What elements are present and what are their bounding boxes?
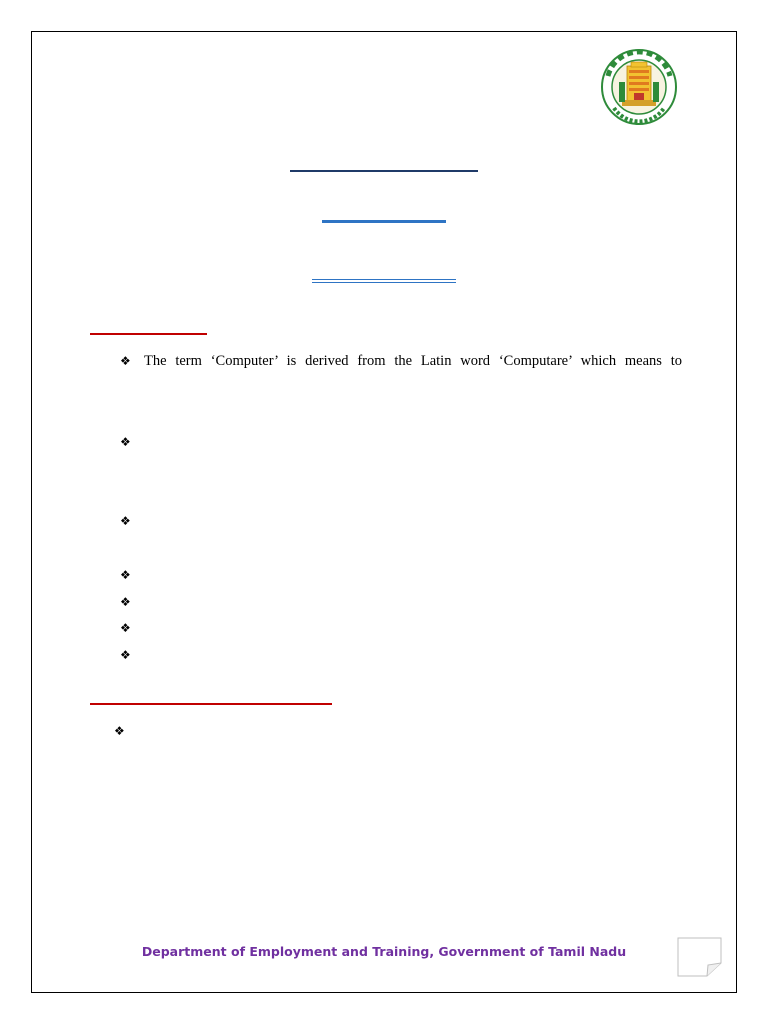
heading-underline-1 [90, 333, 207, 335]
bullet-icon: ❖ [120, 514, 131, 528]
bullet-icon: ❖ [120, 595, 131, 609]
bullet-icon: ❖ [120, 568, 131, 582]
heading-underline-2 [90, 703, 332, 705]
bullet-icon: ❖ [120, 648, 131, 662]
bullet-text-1: The term ‘Computer’ is derived from the Latin word ‘Computare’ which means to [144, 353, 682, 369]
bullet-icon: ❖ [114, 724, 125, 738]
bullet-icon: ❖ [120, 621, 131, 635]
document-page [31, 31, 737, 993]
page-curl-icon [677, 937, 722, 977]
section-title-double-underline [312, 279, 456, 285]
tamil-nadu-emblem-icon [600, 46, 678, 128]
bullet-icon: ❖ [120, 435, 131, 449]
subtitle-underline [322, 220, 446, 223]
title-underline [290, 170, 478, 172]
bullet-icon: ❖ [120, 354, 131, 368]
footer-text: Department of Employment and Training, Government of Tamil Nadu [141, 944, 627, 959]
